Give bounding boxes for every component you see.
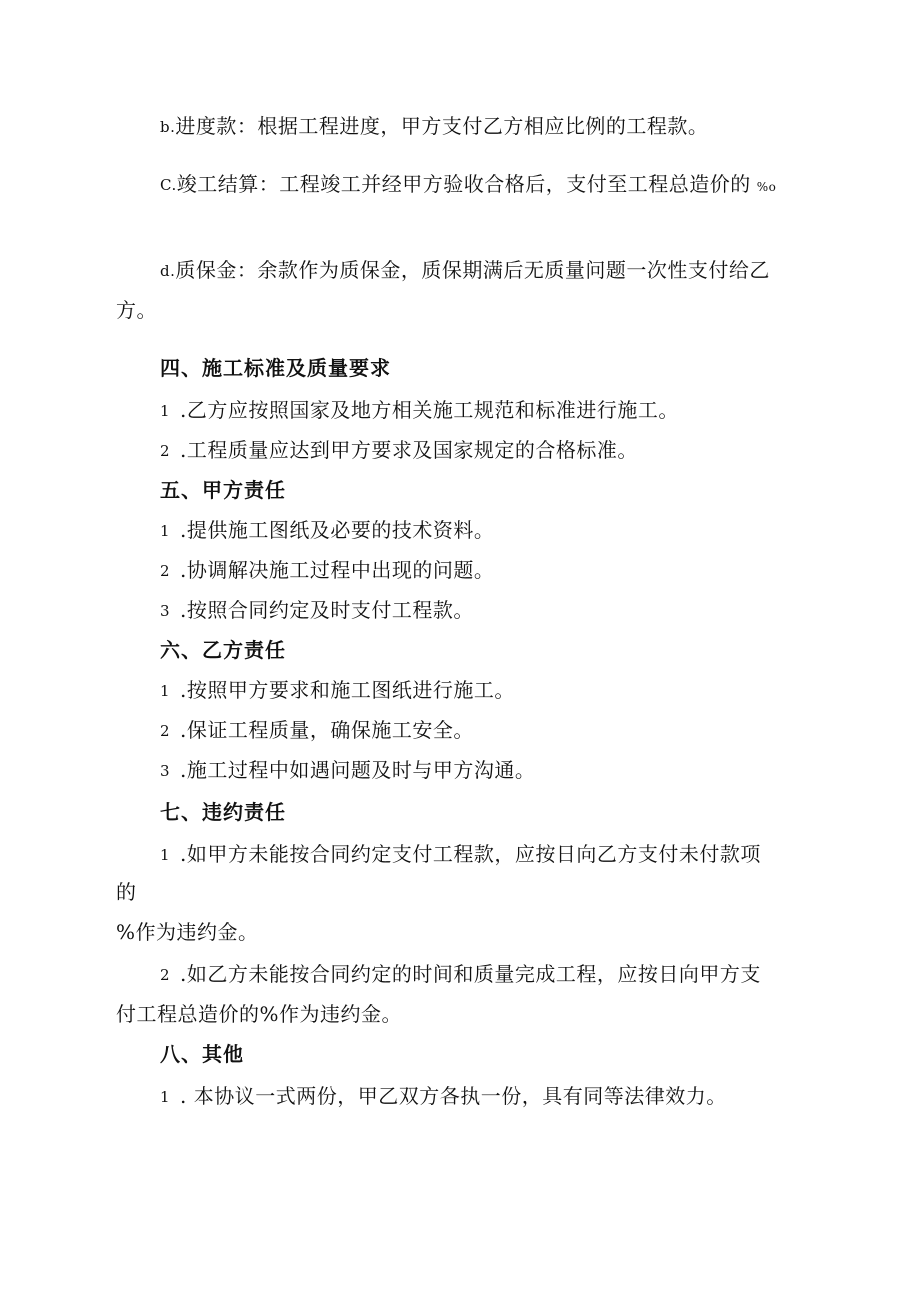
section5-item-3-text: .按照合同约定及时支付工程款。 <box>180 598 474 622</box>
section5-item-2-text: .协调解决施工过程中出现的问题。 <box>180 558 495 582</box>
section6-item-2-number: 2 <box>160 722 171 740</box>
section5-item-2 <box>160 556 494 585</box>
section-heading-6: 六、乙方责任 <box>160 638 286 662</box>
section7-item-2-continuation: 付工程总造价的%作为违约金。 <box>116 1002 403 1026</box>
section5-item-1-number: 1 <box>160 522 171 540</box>
section8-item-1-number: 1 <box>160 1088 171 1106</box>
section5-item-2-number: 2 <box>160 562 171 580</box>
section-heading-7: 七、违约责任 <box>160 800 286 824</box>
section4-item-2 <box>160 436 638 465</box>
section7-item-1-continuation-1: 的 <box>116 880 137 904</box>
section7-item-2-text: .如乙方未能按合同约定的时间和质量完成工程，应按日向甲方支 <box>180 962 761 986</box>
section6-item-1-number: 1 <box>160 682 171 700</box>
section7-item-1 <box>160 840 761 869</box>
section4-item-1-number: 1 <box>160 402 171 420</box>
section7-item-1-continuation-2: %作为违约金。 <box>116 920 259 944</box>
section4-item-2-text: .工程质量应达到甲方要求及国家规定的合格标准。 <box>180 438 638 462</box>
section6-item-1-text: .按照甲方要求和施工图纸进行施工。 <box>180 678 515 702</box>
section8-item-1 <box>160 1082 727 1111</box>
payment-item-c-label: C. <box>160 176 177 194</box>
section6-item-1 <box>160 676 515 705</box>
section5-item-1 <box>160 516 494 545</box>
section-heading-8: 八、其他 <box>160 1042 244 1066</box>
section7-item-2 <box>160 960 761 989</box>
section6-item-3-text: .施工过程中如遇问题及时与甲方沟通。 <box>180 758 536 782</box>
payment-item-b-label: b. <box>160 118 176 136</box>
section4-item-1-text: .乙方应按照国家及地方相关施工规范和标准进行施工。 <box>180 398 679 422</box>
payment-item-c-text: 竣工结算：工程竣工并经甲方验收合格后，支付至工程总造价的 <box>176 172 751 196</box>
section5-item-1-text: .提供施工图纸及必要的技术资料。 <box>180 518 495 542</box>
payment-item-b-text: 进度款：根据工程进度，甲方支付乙方相应比例的工程款。 <box>175 114 709 138</box>
section-heading-5: 五、甲方责任 <box>160 478 286 502</box>
section7-item-1-text: .如甲方未能按合同约定支付工程款，应按日向乙方支付未付款项 <box>180 842 761 866</box>
section7-item-1-number: 1 <box>160 846 171 864</box>
payment-item-c-unit: %o <box>756 180 777 194</box>
payment-item-c <box>160 170 776 201</box>
section4-item-2-number: 2 <box>160 442 171 460</box>
section7-item-2-number: 2 <box>160 966 171 984</box>
payment-item-d-text: 质保金：余款作为质保金，质保期满后无质量问题一次性支付给乙 <box>175 258 770 282</box>
section-heading-4: 四、施工标准及质量要求 <box>160 356 391 380</box>
section6-item-2-text: .保证工程质量，确保施工安全。 <box>180 718 474 742</box>
payment-item-d <box>160 256 770 285</box>
section8-item-1-text: . 本协议一式两份，甲乙双方各执一份，具有同等法律效力。 <box>180 1084 727 1108</box>
section4-item-1 <box>160 396 679 425</box>
section6-item-3 <box>160 756 535 785</box>
payment-item-d-continuation: 方。 <box>116 298 157 322</box>
payment-item-d-label: d. <box>160 262 176 280</box>
payment-item-b <box>160 112 708 141</box>
section6-item-3-number: 3 <box>160 762 171 780</box>
section5-item-3 <box>160 596 474 625</box>
section6-item-2 <box>160 716 474 745</box>
section5-item-3-number: 3 <box>160 602 171 620</box>
